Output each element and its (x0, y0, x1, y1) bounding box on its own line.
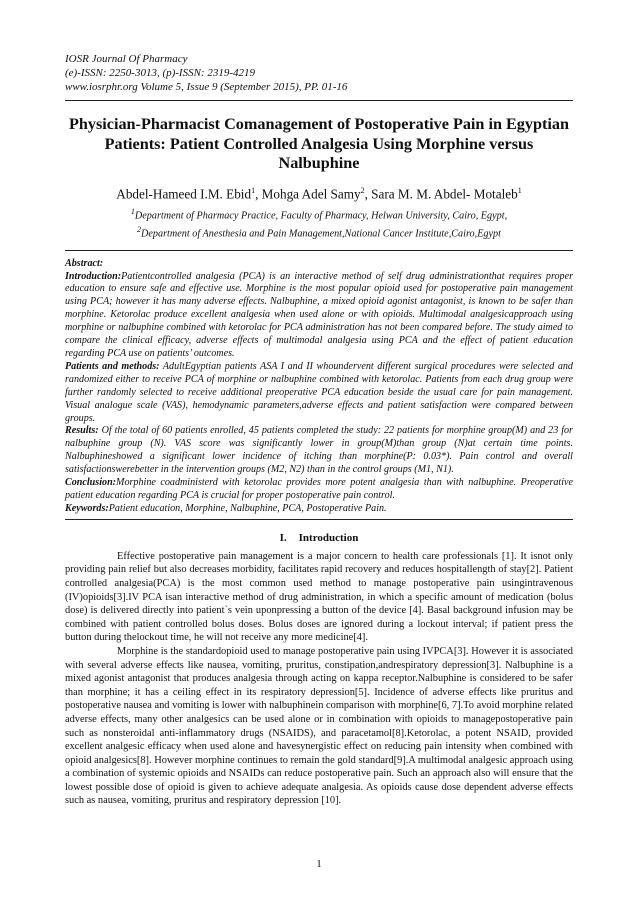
abstract-results (65, 425, 573, 477)
page-number: 1 (316, 858, 322, 870)
abstract-keywords-label: Keywords: (65, 502, 109, 514)
journal-issn: (e)-ISSN: 2250-3013, (p)-ISSN: 2319-4219 (65, 67, 256, 79)
abstract-keywords (65, 503, 573, 516)
author-sup: 2 (360, 185, 365, 195)
abstract-results-label: Results: (65, 425, 99, 437)
body-text (65, 550, 573, 808)
affiliation (65, 205, 573, 222)
abstract-heading: Abstract: (65, 257, 104, 269)
abstract-divider-bottom (65, 519, 573, 520)
abstract (65, 258, 573, 516)
affiliation (65, 223, 573, 240)
abstract-conclusion-text: Morphine coadministerd with ketorolac provides more potent analgesia than with nalbuphine. Preoperative patient education regarding PCA is crucial for proper postoperative pain control. (65, 477, 573, 501)
abstract-introduction (65, 271, 573, 361)
affiliation-text: Department of Anesthesia and Pain Management,National Cancer Institute,Cairo,Egypt (141, 228, 501, 240)
abstract-methods-text: AdultEgyptian patients ASA I and II whoundervent different surgical procedures were selected and randomized either to receive PCA of morphine or nalbuphine combined with ketorolac. Patients from each drug group were further randomly selected to receive additional preoperative PCA education beside the usual care for pain management. Visual analogue scale (VAS), hemodynamic parameters,adverse effects and patient satisfaction were compared between groups. (65, 360, 573, 424)
author-sup: 1 (517, 185, 522, 195)
paper-title: Physician-Pharmacist Comanagement of Postoperative Pain in Egyptian Patients: Patient Controlled Analgesia Using Morphine versus Nalbuphine (69, 115, 569, 172)
author-name: Mohga Adel Samy (261, 185, 361, 201)
abstract-conclusion-label: Conclusion: (65, 477, 117, 489)
header-divider (65, 100, 573, 101)
abstract-keywords-text: Patient education, Morphine, Nalbuphine, PCA, Postoperative Pain. (108, 502, 387, 514)
author-sup: 1 (251, 185, 256, 195)
paragraph: Effective postoperative pain management is a major concern to health care professionals [1]. It isnot only providing pain relief but also decreases morbidity, facilitates rapid recovery and reduces hospitallength of stay[2]. Patient controlled analgesia(PCA) is the most common used method to manage postoperative pain usingintravenous (IV)opioids[3].IV PCA isan interactive method of drug administration, in which a specific amount of medication (bolus dose) is delivered directly into patient`s vein uponpressing a button of the device [4]. Basal background infusion may be combined with patient controlled bolus doses. Bolus doses are ignored during a lockout interval; if patient press the button during thelockout time, he will not receive any more medicine[4]. (65, 550, 573, 644)
author-separator: , (364, 185, 372, 201)
abstract-conclusion (65, 477, 573, 503)
abstract-intro-label: Introduction: (65, 270, 122, 282)
affiliation-text: Department of Pharmacy Practice, Faculty of Pharmacy, Helwan University, Cairo, Egypt, (134, 210, 508, 222)
section-number: I. (279, 531, 287, 544)
abstract-results-text: Of the total of 60 patients enrolled, 45 patients completed the study: 22 patients for morphine group(M) and 23 for nalbuphine group (N). VAS score was significantly lower in group(M)than group (N)at certain time points. Nalbuphineshowed a significant lower incidence of itching than morphine(P: 0.03*). Pain control and overall satisfactionswerebetter in the intervention groups (M2, N2) than in the control groups (M1, N1). (65, 425, 573, 476)
abstract-divider-top (65, 250, 573, 251)
journal-header (65, 52, 573, 94)
abstract-intro-text: Patientcontrolled analgesia (PCA) is an interactive method of self drug administrationthat requires proper education to ensure safe and effective use. Morphine is the most popular opioid used for postoperative pain management using PCA; however it has many adverse effects. Nalbuphine, a mixed opioid agonist antagonist, is known to be safer than morphine. Ketorolac produce excellent analgesia when used alone or with opioids. Multimodal analgesicapproach using morphine or nalbuphine combined with ketorolac for PCA administration has not been compared before. The study aimed to compare the clinical efficacy, adverse effects of multimodal analgesia using PCA and the effect of patient education regarding PCA use on patients’ outcomes. (65, 270, 573, 360)
abstract-methods-label: Patients and methods: (65, 360, 160, 372)
affiliation-sup: 1 (130, 206, 135, 216)
paragraph: Morphine is the standardopioid used to manage postoperative pain using IVPCA[3]. However it is associated with several adverse effects like nausea, vomiting, pruritus, constipation,andrespiratory depression[3]. Nalbuphine is a mixed agonist antagonist that produces analgesia through acting on kappa receptor.Nalbuphine is considered to be safer than morphine; it has a ceiling effect in its respiratory depression[5]. Incidence of adverse effects like pruritus and postoperative nausea and vomiting is lower with nalbuphinein comparison with morphine[6, 7].To avoid morphine related adverse effects, many other analgesics can be used alone or in combination with opioids to managepostoperative pain such as nonsteroidal anti-inflammatory drugs (NSAIDS), and paracetamol[8].Ketorolac, a potent NSAID, provided excellent analgesic efficacy when used alone and havesynergistic effect on reducing pain intensity when combined with opioid analgesics[8]. However morphine continues to remain the gold standard[9].A multimodal analgesic approach using a combination of systemic opioids and NSAIDs can reduce postoperative pain. Such an approach also will ensure that the lowest possible dose of opioid is given to achieve adequate analgesia. As opioids cause dose dependent adverse effects such as nausea, vomiting, pruritus and respiratory depression [10]. (65, 645, 573, 807)
author-list (65, 186, 573, 202)
section-title: Introduction (298, 531, 359, 544)
author-name: Sara M. M. Abdel- Motaleb (371, 185, 518, 201)
section-heading (65, 532, 573, 544)
journal-volume: www.iosrphr.org Volume 5, Issue 9 (September 2015), PP. 01-16 (65, 81, 348, 93)
author-separator: , (255, 185, 262, 201)
affiliation-sup: 2 (137, 225, 142, 235)
paper-page (65, 52, 573, 808)
author-name: Abdel-Hameed I.M. Ebid (116, 185, 252, 201)
abstract-methods (65, 361, 573, 426)
journal-name: IOSR Journal Of Pharmacy (65, 53, 188, 65)
